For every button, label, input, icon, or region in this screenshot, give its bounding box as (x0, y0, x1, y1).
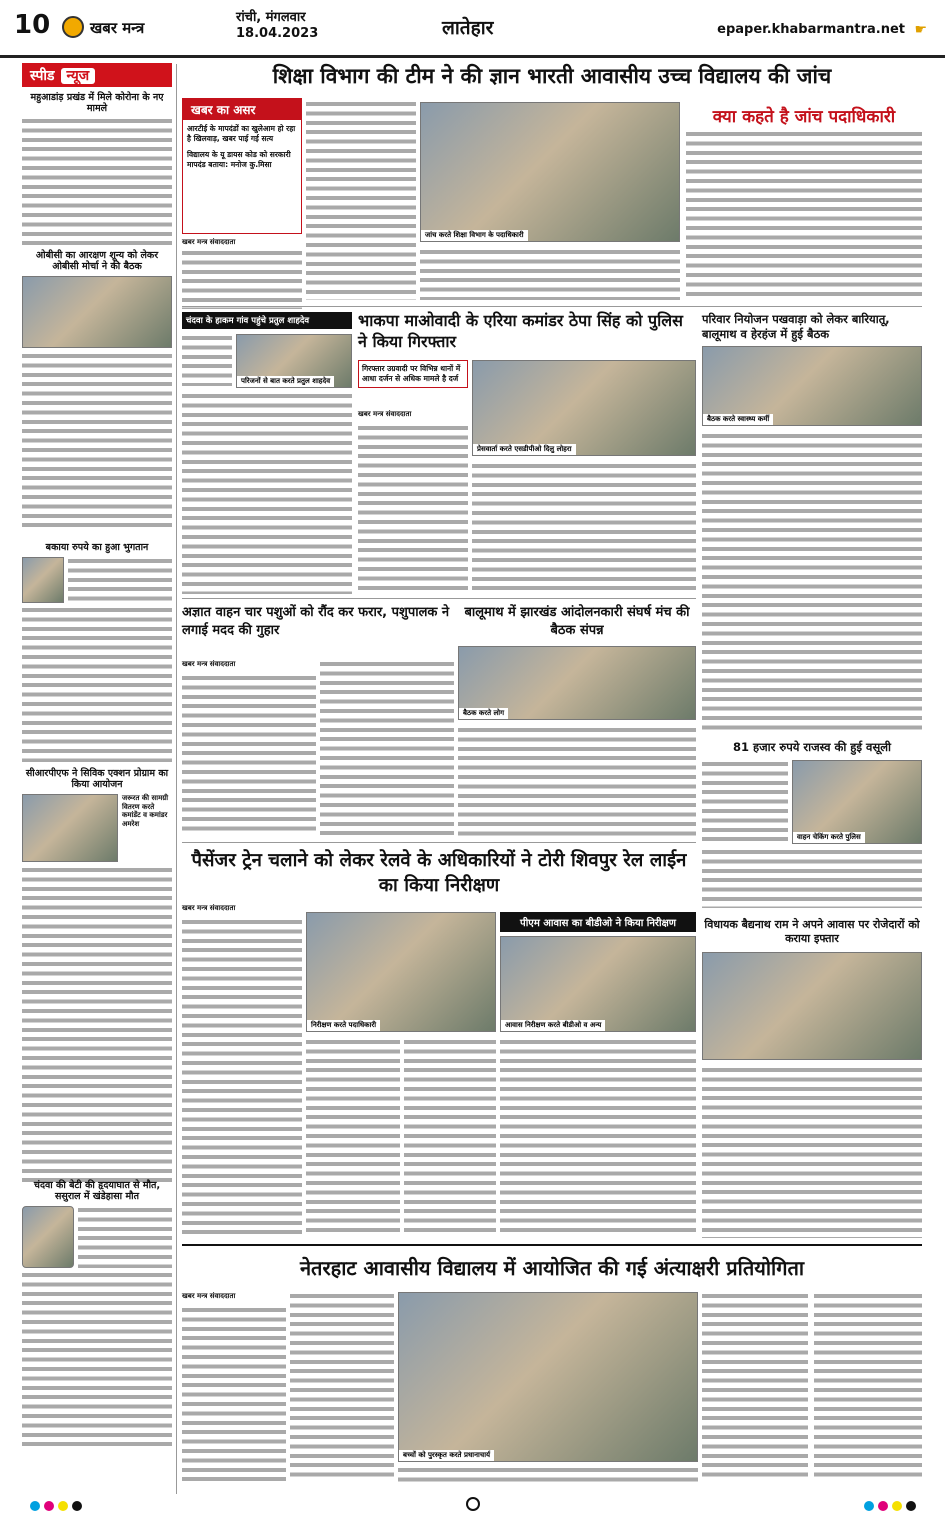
place-day: रांची, मंगलवार (236, 10, 306, 25)
photo-caption: बच्चों को पुरस्कृत करते प्रधानाचार्य (399, 1450, 494, 1461)
speed-news-item (22, 92, 172, 245)
article-body (702, 848, 922, 908)
dateline: खबर मन्त्र संवाददाता (182, 904, 236, 912)
article-body (814, 1292, 922, 1482)
article-body (68, 557, 172, 603)
article-photo (472, 360, 696, 456)
article-body (182, 918, 302, 1236)
article-body (398, 1466, 698, 1484)
divider (182, 598, 696, 599)
article-photo (398, 1292, 698, 1462)
article-photo (306, 912, 496, 1032)
yellow-mark-icon (58, 1501, 68, 1511)
speed-news-right: न्यूज (61, 68, 96, 84)
article-photo (236, 334, 352, 388)
article-body (702, 432, 922, 732)
article-photo (792, 760, 922, 844)
divider (182, 306, 922, 307)
photo-caption: जांच करते शिक्षा विभाग के पदाधिकारी (421, 230, 528, 241)
article-body (182, 1306, 286, 1482)
speed-news-item (22, 250, 172, 528)
article-body (22, 1271, 172, 1451)
article-body (500, 1038, 696, 1236)
article-body (420, 248, 680, 300)
article-body (686, 130, 922, 300)
photo-caption: आवास निरीक्षण करते बीडीओ व अन्य (501, 1020, 605, 1031)
article-body (182, 334, 232, 386)
article-headline: 81 हजार रुपये राजस्व की हुई वसूली (732, 740, 891, 754)
brand-name: खबर मन्त्र (90, 19, 145, 37)
pointer-icon: ☛ (914, 22, 927, 38)
article-body (22, 352, 172, 528)
dateline: खबर मन्त्र संवाददाता (182, 1292, 236, 1300)
photo-caption: निरीक्षण करते पदाधिकारी (307, 1020, 380, 1031)
article-headline: बालूमाथ में झारखंड आंदोलनकारी संघर्ष मंच की बैठक संपन्न (464, 605, 690, 638)
divider (182, 842, 696, 843)
cyan-mark-icon (864, 1501, 874, 1511)
article-photo (22, 794, 118, 862)
page-number: 10 (14, 10, 51, 40)
article-body (22, 117, 172, 245)
article-photo (702, 952, 922, 1060)
lead-headline: शिक्षा विभाग की टीम ने की ज्ञान भारती आवासीय उच्च विद्यालय की जांच (272, 64, 832, 88)
article-body (182, 674, 316, 836)
speed-news-item (22, 542, 172, 762)
article-body (78, 1206, 172, 1268)
portrait-photo (22, 1206, 74, 1268)
article-photo (22, 276, 172, 348)
article-body (22, 866, 172, 1186)
photo-caption: जरूरत की सामग्री वितरण करते कमांडेंट व कमांडर अमरेश (122, 794, 169, 828)
article-body (182, 392, 352, 594)
photo-caption: बैठक करते लोग (459, 708, 508, 719)
magenta-mark-icon (44, 1501, 54, 1511)
print-marks (0, 1495, 945, 1517)
black-mark-icon (72, 1501, 82, 1511)
issue-date: 18.04.2023 (236, 26, 319, 41)
article-body (320, 660, 454, 836)
speed-news-left: स्पीड (30, 68, 55, 84)
section-title: लातेहार (442, 17, 494, 39)
impact-box (182, 98, 302, 234)
impact-point: आरटीई के मापदंडों का खुलेआम हो रहा है खिलवाड़, खबर पाई गई सत्य (187, 124, 296, 143)
side-title: क्या कहते है जांच पदाधिकारी (712, 107, 896, 127)
lead-photo (420, 102, 680, 242)
impact-point: विद्यालय के यू डायस कोड को सरकारी मापदंड बताया: मनोज कु.मिसा (187, 150, 291, 169)
photo-caption: परिजनों से बात करते प्रतुल शाहदेव (237, 376, 334, 387)
dateline (236, 10, 318, 42)
article-body (404, 1038, 496, 1236)
article-body (458, 726, 696, 836)
article-headline: चंदवा की बेटी की हृदयाघात से मौत, ससुराल में खंडेहासा मौत (33, 1180, 161, 1202)
article-photo (702, 346, 922, 426)
article-body (702, 760, 788, 842)
article-body (290, 1292, 394, 1482)
registration-mark-icon (466, 1497, 480, 1511)
speed-news-tag (22, 63, 172, 87)
magenta-mark-icon (878, 1501, 888, 1511)
article-headline: अज्ञात वाहन चार पशुओं को रौंद कर फरार, पशुपालक ने लगाई मदद की गुहार (182, 605, 450, 638)
photo-caption: प्रेसवार्ता करते एसडीपीओ दिलु लोहरा (473, 444, 576, 455)
speed-news-item (22, 768, 172, 1186)
article-photo (22, 557, 64, 603)
article-headline: ओबीसी का आरक्षण शून्य को लेकर ओबीसी मोर्चा ने की बैठक (35, 250, 159, 272)
article-photo (458, 646, 696, 720)
article-headline: चंदवा के हाकम गांव पहुंचे प्रतुल शाहदेव (182, 312, 352, 329)
article-photo (500, 936, 696, 1032)
dateline: खबर मन्त्र संवाददाता (182, 238, 236, 246)
masthead (0, 0, 945, 58)
article-headline: सीआरपीएफ ने सिविक एक्शन प्रोग्राम का किया आयोजन (25, 768, 169, 790)
epaper-link[interactable]: epaper.khabarmantra.net (717, 22, 905, 37)
brand-logo-icon (62, 16, 84, 38)
article-body (702, 1066, 922, 1238)
article-body (22, 606, 172, 762)
article-headline: नेतरहाट आवासीय विद्यालय में आयोजित की गई अंत्याक्षरी प्रतियोगिता (299, 1256, 805, 1280)
cyan-mark-icon (30, 1501, 40, 1511)
article-body (358, 424, 468, 592)
impact-box-title: खबर का असर (183, 99, 301, 120)
info-box: गिरफ्तार उग्रवादी पर विभिन्न थानों में आधा दर्जन से अधिक मामले है दर्ज (358, 360, 468, 388)
dateline: खबर मन्त्र संवाददाता (358, 410, 412, 418)
article-headline: महुआडांड़ प्रखंड में मिले कोरोना के नए मामले (30, 92, 164, 114)
article-body (182, 249, 302, 309)
article-headline: परिवार नियोजन पखवाड़ा को लेकर बारियातू, बालूमाथ व हेरहंज में हुई बैठक (702, 312, 890, 341)
dateline: खबर मन्त्र संवाददाता (182, 660, 236, 668)
article-body (306, 100, 416, 300)
photo-caption: वाहन चेकिंग करते पुलिस (793, 832, 865, 843)
speed-news-item (22, 1180, 172, 1451)
black-mark-icon (906, 1501, 916, 1511)
article-headline: पीएम आवास का बीडीओ ने किया निरीक्षण (500, 912, 696, 932)
photo-caption: बैठक करते स्वास्थ्य कर्मी (703, 414, 773, 425)
divider (182, 1244, 922, 1246)
article-body (472, 462, 696, 592)
article-body (702, 1292, 808, 1482)
article-headline: बकाया रुपये का हुआ भुगतान (45, 542, 149, 553)
article-body (306, 1038, 400, 1236)
yellow-mark-icon (892, 1501, 902, 1511)
article-headline: भाकपा माओवादी के एरिया कमांडर ठेपा सिंह को पुलिस ने किया गिरफ्तार (358, 311, 683, 351)
article-headline: पैसेंजर ट्रेन चलाने को लेकर रेलवे के अधिकारियों ने टोरी शिवपुर रेल लाईन का किया निरीक्षण (191, 850, 687, 896)
article-headline: विधायक बैद्यनाथ राम ने अपने आवास पर रोजेदारों को कराया इफ्तार (704, 918, 920, 945)
column-rule (176, 64, 177, 1494)
